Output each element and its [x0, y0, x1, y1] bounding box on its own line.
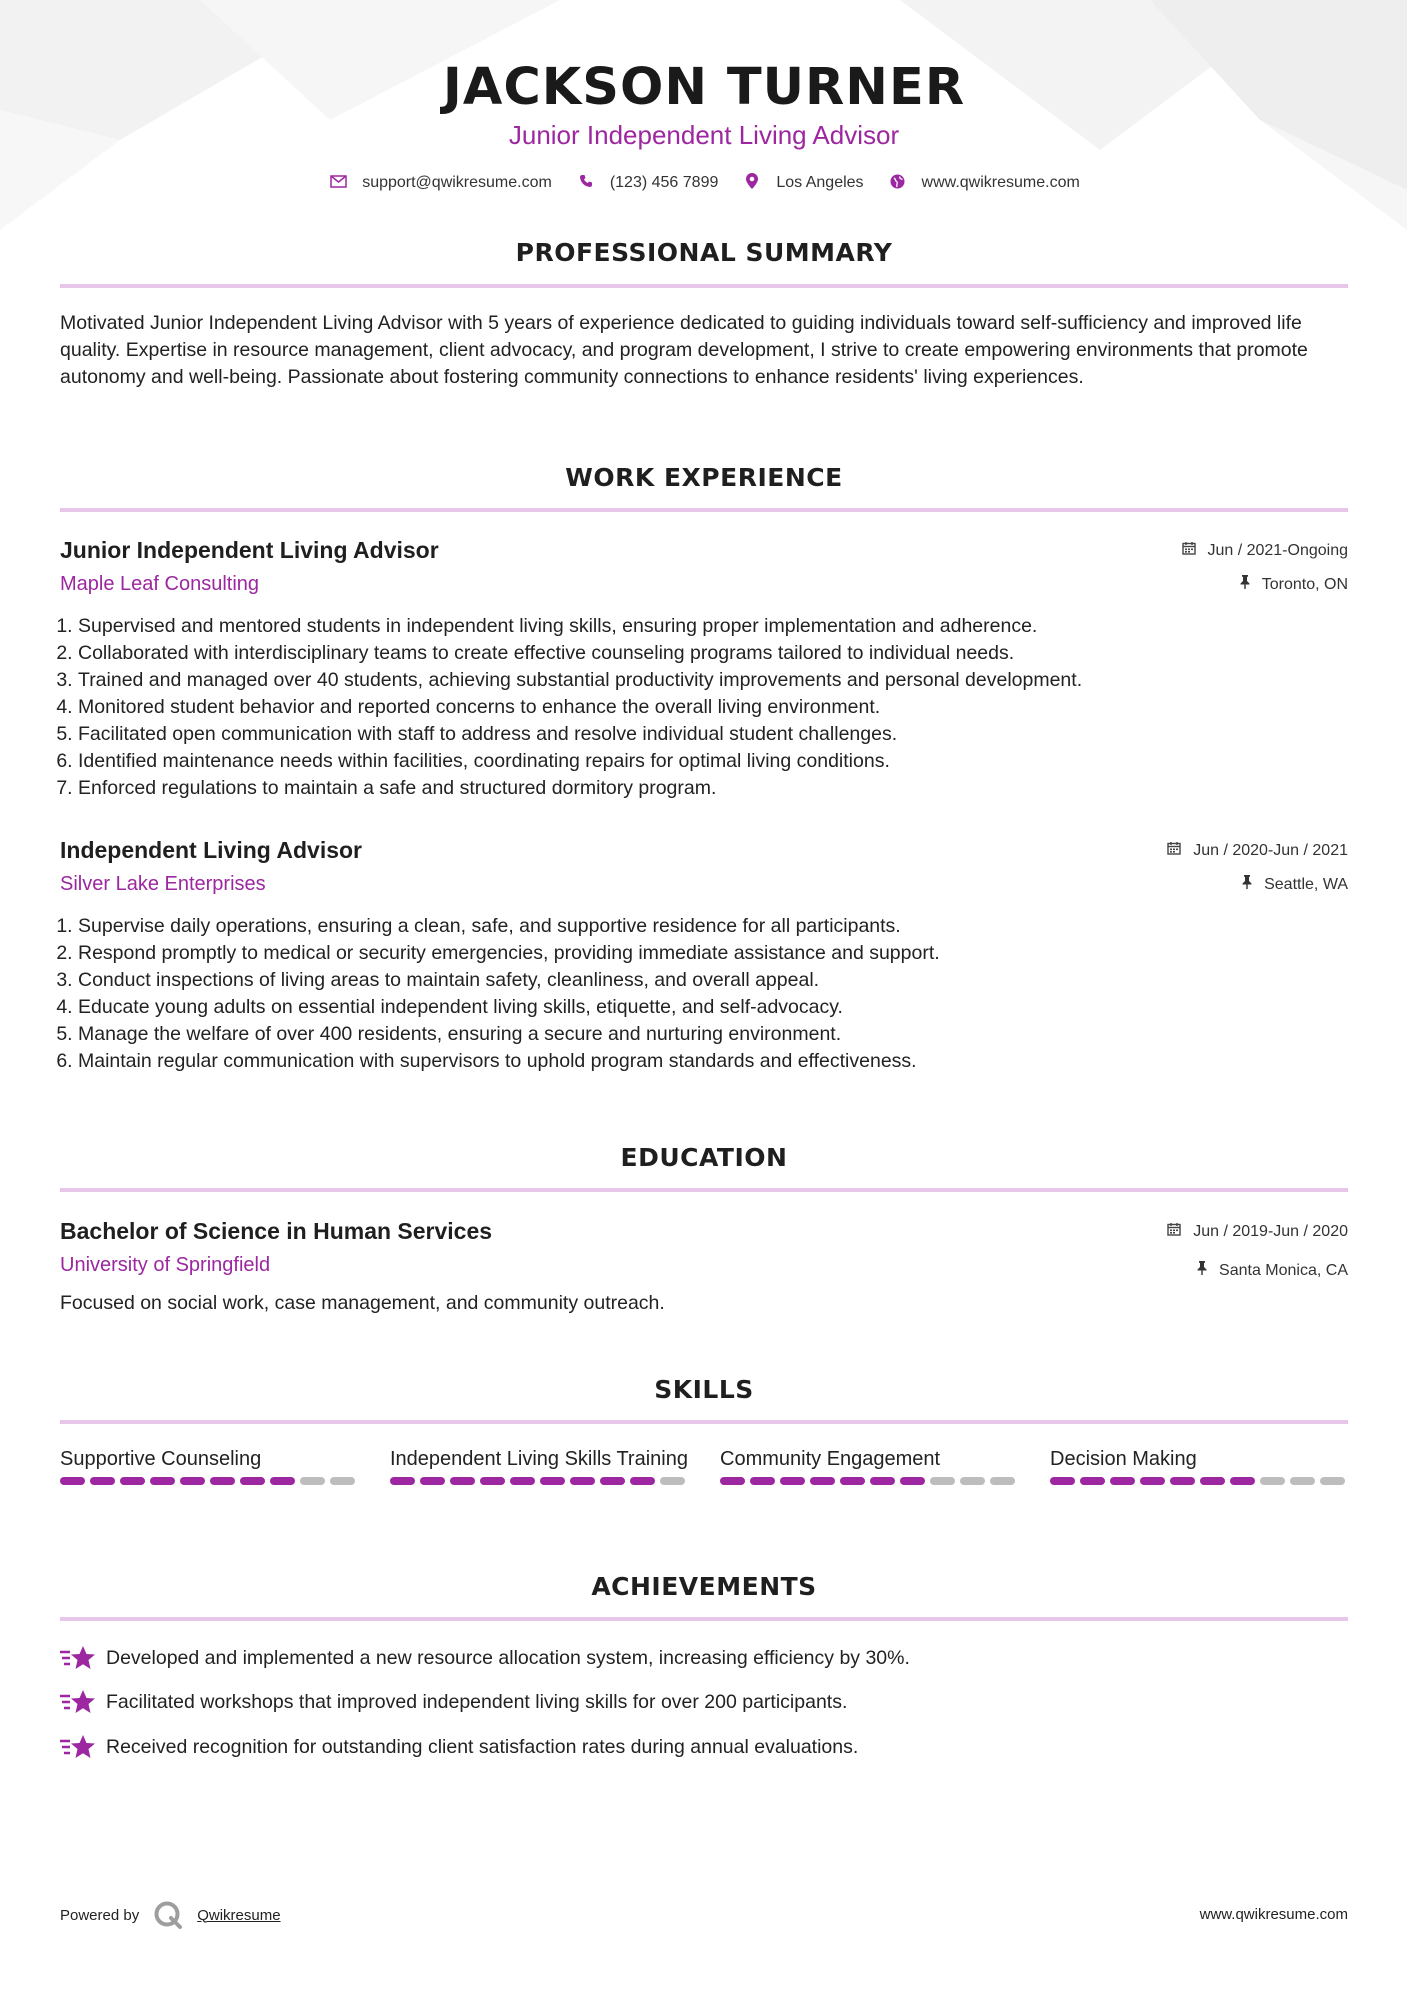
list-item: 2. Respond promptly to medical or security emergencies, providing immediate assistance and support.	[78, 940, 1348, 967]
job-location-text: Toronto, ON	[1261, 576, 1348, 593]
skill-segment-filled	[1200, 1477, 1225, 1485]
summary-text: Motivated Junior Independent Living Advisor with 5 years of experience dedicated to guiding individuals toward self-sufficiency and improved life quality. Expertise in resource management, client advocacy, and program development, I strive to create empowering environments that promote autonomy and well-being. Passionate about fostering community connections to enhance residents' living experiences.	[60, 312, 1308, 388]
job-company: Maple Leaf Consulting	[60, 573, 260, 595]
skill-segment-filled	[840, 1477, 865, 1485]
education-heading: EDUCATION	[620, 1143, 788, 1172]
achievement-item	[60, 1734, 1348, 1760]
list-item: 4. Monitored student behavior and reported concerns to enhance the overall living environment.	[78, 694, 1348, 721]
skill-segment-filled	[180, 1477, 205, 1485]
achievement-item	[60, 1689, 1348, 1715]
job-dates	[1182, 539, 1348, 562]
summary-heading: PROFESSIONAL SUMMARY	[515, 238, 893, 267]
skill-name: Community Engagement	[720, 1448, 941, 1470]
list-item: 6. Identified maintenance needs within facilities, coordinating repairs for optimal living conditions.	[78, 748, 1348, 775]
star-icon	[60, 1645, 96, 1671]
summary-divider	[60, 284, 1348, 288]
envelope-icon	[328, 175, 348, 192]
education-entry	[60, 1216, 1348, 1317]
skill-item	[720, 1446, 1020, 1485]
achievement-text: Received recognition for outstanding client satisfaction rates during annual evaluations.	[106, 1735, 859, 1758]
calendar-icon	[1167, 1223, 1185, 1239]
skill-name: Decision Making	[1050, 1448, 1197, 1470]
contact-email[interactable]	[328, 174, 552, 192]
skills-divider	[60, 1420, 1348, 1424]
list-item: 5. Manage the welfare of over 400 residents, ensuring a secure and nurturing environment.	[78, 1021, 1348, 1048]
candidate-title: Junior Independent Living Advisor	[508, 120, 900, 150]
phone-text: (123) 456 7899	[609, 174, 719, 191]
skill-segment-empty	[1260, 1477, 1285, 1485]
contact-website[interactable]	[888, 174, 1080, 193]
list-item: 3. Trained and managed over 40 students, achieving substantial productivity improvements and personal development.	[78, 667, 1348, 694]
education-location	[1167, 1259, 1348, 1282]
achievements-heading: ACHIEVEMENTS	[591, 1572, 817, 1601]
pushpin-icon	[1240, 576, 1254, 592]
education-divider	[60, 1188, 1348, 1192]
candidate-name: JACKSON TURNER	[442, 58, 966, 117]
list-item: 3. Conduct inspections of living areas to maintain safety, cleanliness, and overall appeal.	[78, 967, 1348, 994]
skill-segment-filled	[390, 1477, 415, 1485]
map-pin-icon	[742, 173, 762, 193]
achievement-text: Facilitated workshops that improved independent living skills for over 200 participants.	[106, 1690, 848, 1713]
skill-segment-filled	[630, 1477, 655, 1485]
skill-name: Independent Living Skills Training	[390, 1448, 688, 1470]
skill-item	[390, 1446, 690, 1485]
footer-powered-by	[60, 1900, 281, 1930]
experience-divider	[60, 508, 1348, 512]
achievement-item	[60, 1645, 1348, 1671]
skill-segment-filled	[210, 1477, 235, 1485]
list-item: 6. Maintain regular communication with supervisors to uphold program standards and effectiveness.	[78, 1048, 1348, 1075]
skill-segment-filled	[1230, 1477, 1255, 1485]
skill-level-bar	[1050, 1477, 1350, 1485]
job-location	[1182, 573, 1348, 596]
skill-segment-filled	[60, 1477, 85, 1485]
skill-segment-filled	[1050, 1477, 1075, 1485]
job-entry	[60, 835, 1348, 1075]
skill-segment-filled	[780, 1477, 805, 1485]
education-meta	[1167, 1216, 1348, 1282]
skill-name: Supportive Counseling	[60, 1448, 262, 1470]
skill-segment-filled	[270, 1477, 295, 1485]
star-icon	[60, 1689, 96, 1715]
list-item: 4. Educate young adults on essential independent living skills, etiquette, and self-advocacy.	[78, 994, 1348, 1021]
achievement-text: Developed and implemented a new resource allocation system, increasing efficiency by 30%.	[106, 1646, 910, 1669]
skill-segment-empty	[330, 1477, 355, 1485]
list-item: 2. Collaborated with interdisciplinary teams to create effective counseling programs tailored to individual needs.	[78, 640, 1348, 667]
qwikresume-logo-icon	[153, 1900, 183, 1930]
job-responsibilities	[60, 613, 1348, 802]
skill-segment-filled	[900, 1477, 925, 1485]
star-icon	[60, 1734, 96, 1760]
skill-segment-filled	[870, 1477, 895, 1485]
degree-name: Bachelor of Science in Human Services	[60, 1218, 493, 1244]
skill-segment-filled	[720, 1477, 745, 1485]
job-dates-text: Jun / 2021-Ongoing	[1207, 542, 1348, 559]
job-meta	[1167, 835, 1348, 896]
job-company: Silver Lake Enterprises	[60, 873, 266, 895]
skills-heading: SKILLS	[654, 1375, 754, 1404]
globe-icon	[888, 174, 908, 193]
skill-segment-empty	[990, 1477, 1015, 1485]
experience-heading: WORK EXPERIENCE	[565, 463, 843, 492]
skill-segment-filled	[1170, 1477, 1195, 1485]
skill-segment-filled	[90, 1477, 115, 1485]
education-dates-text: Jun / 2019-Jun / 2020	[1193, 1223, 1348, 1240]
contact-phone[interactable]	[576, 174, 719, 192]
skill-segment-filled	[120, 1477, 145, 1485]
skill-segment-empty	[960, 1477, 985, 1485]
skill-segment-filled	[1080, 1477, 1105, 1485]
job-location	[1167, 873, 1348, 896]
list-item: 1. Supervise daily operations, ensuring a clean, safe, and supportive residence for all participants.	[78, 913, 1348, 940]
skill-segment-empty	[930, 1477, 955, 1485]
location-text: Los Angeles	[776, 174, 864, 191]
qwikresume-link[interactable]: Qwikresume	[197, 1906, 281, 1924]
email-text: support@qwikresume.com	[362, 174, 552, 191]
job-responsibilities	[60, 913, 1348, 1075]
list-item: 7. Enforced regulations to maintain a safe and structured dormitory program.	[78, 775, 1348, 802]
footer-website[interactable]: www.qwikresume.com	[1199, 1906, 1348, 1923]
skill-segment-filled	[510, 1477, 535, 1485]
education-location-text: Santa Monica, CA	[1219, 1262, 1348, 1279]
skill-segment-empty	[1320, 1477, 1345, 1485]
job-dates-text: Jun / 2020-Jun / 2021	[1193, 842, 1348, 859]
pushpin-icon	[1197, 1262, 1211, 1278]
contact-bar	[60, 173, 1348, 193]
skill-segment-filled	[600, 1477, 625, 1485]
skill-segment-filled	[750, 1477, 775, 1485]
skill-segment-filled	[150, 1477, 175, 1485]
skill-level-bar	[390, 1477, 690, 1485]
skill-segment-filled	[540, 1477, 565, 1485]
powered-by-label: Powered by	[60, 1906, 140, 1924]
skill-segment-filled	[1140, 1477, 1165, 1485]
skill-level-bar	[60, 1477, 360, 1485]
skills-grid	[60, 1446, 1348, 1485]
job-location-text: Seattle, WA	[1264, 876, 1348, 893]
skill-item	[60, 1446, 360, 1485]
job-dates	[1167, 839, 1348, 862]
education-dates	[1167, 1220, 1348, 1243]
calendar-icon	[1182, 542, 1200, 558]
skill-segment-filled	[570, 1477, 595, 1485]
contact-location	[742, 173, 863, 193]
skill-segment-filled	[420, 1477, 445, 1485]
skill-segment-empty	[1290, 1477, 1315, 1485]
skill-segment-filled	[1110, 1477, 1135, 1485]
job-meta	[1182, 535, 1348, 596]
list-item: 5. Facilitated open communication with staff to address and resolve individual student challenges.	[78, 721, 1348, 748]
website-text: www.qwikresume.com	[921, 174, 1080, 191]
job-role: Junior Independent Living Advisor	[60, 537, 439, 563]
skill-segment-filled	[240, 1477, 265, 1485]
skill-segment-empty	[660, 1477, 685, 1485]
school-name: University of Springfield	[60, 1254, 271, 1276]
list-item: 1. Supervised and mentored students in independent living skills, ensuring proper implementation and adherence.	[78, 613, 1348, 640]
job-entry	[60, 535, 1348, 802]
skill-level-bar	[720, 1477, 1020, 1485]
calendar-icon	[1167, 842, 1185, 858]
pushpin-icon	[1242, 876, 1256, 892]
skill-segment-filled	[450, 1477, 475, 1485]
skill-segment-filled	[480, 1477, 505, 1485]
job-role: Independent Living Advisor	[60, 837, 362, 863]
phone-icon	[576, 174, 596, 192]
skill-segment-empty	[300, 1477, 325, 1485]
skill-segment-filled	[810, 1477, 835, 1485]
skill-item	[1050, 1446, 1350, 1485]
education-description: Focused on social work, case management, and community outreach.	[60, 1292, 665, 1314]
achievements-divider	[60, 1617, 1348, 1621]
